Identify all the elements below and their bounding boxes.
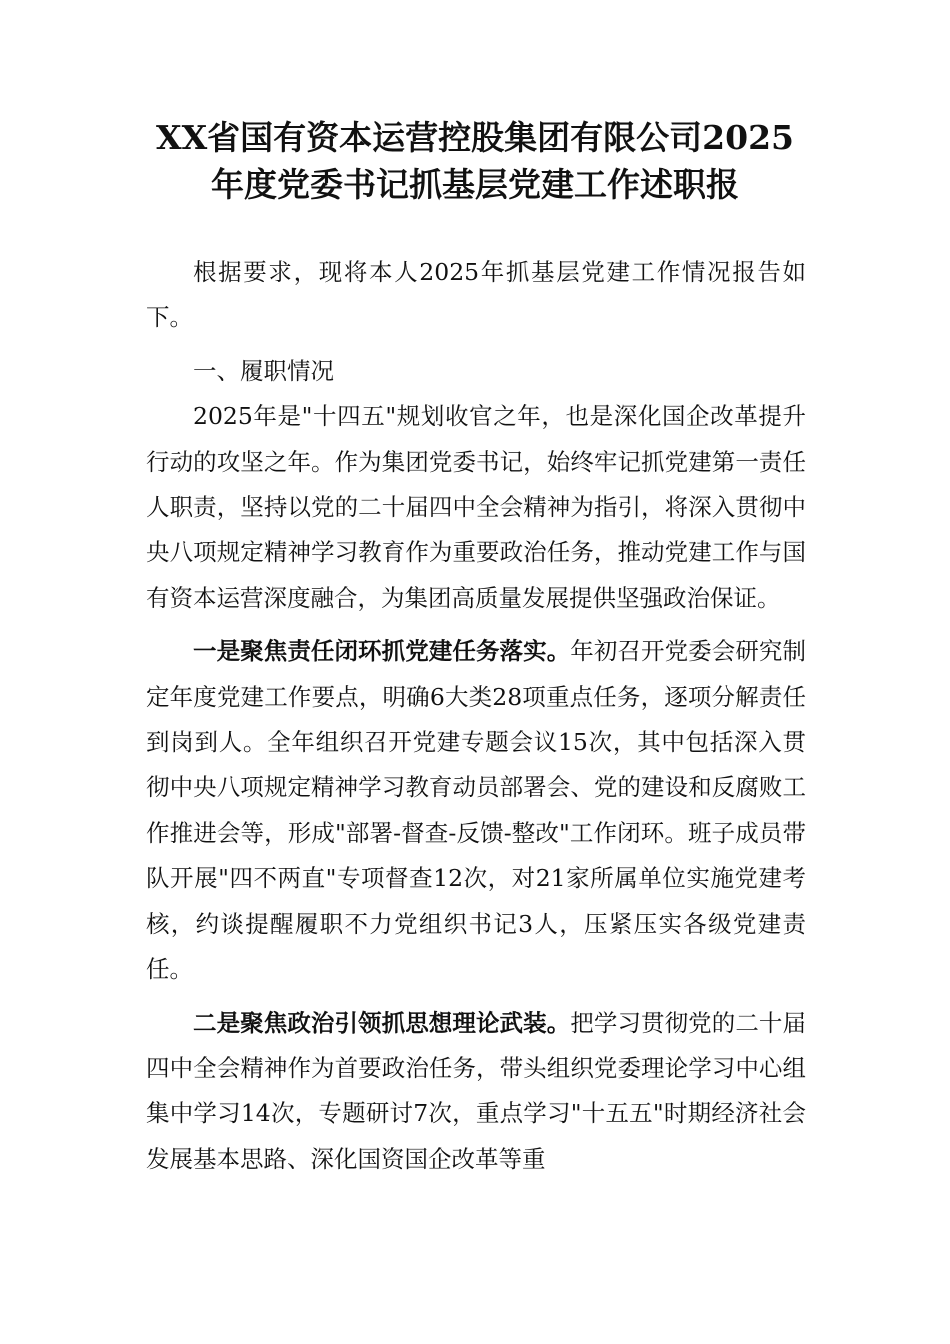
point-one-paragraph — [146, 629, 806, 992]
point-two-text: 把学习贯彻党的二十届四中全会精神作为首要政治任务，带头组织党委理论学习中心组集中学习14次，专题研讨7次，重点学习"十五五"时期经济社会发展基本思路、深化国资国企改革等重 — [146, 1008, 807, 1173]
intro-paragraph: 根据要求，现将本人2025年抓基层党建工作情况报告如下。 — [146, 258, 806, 332]
point-one-lead: 一是聚焦责任闭环抓党建任务落实。 — [193, 637, 571, 666]
point-one-text: 年初召开党委会研究制定年度党建工作要点，明确6大类28项重点任务，逐项分解责任到岗到人。全年组织召开党建专题会议15次，其中包括深入贯彻中央八项规定精神学习教育动员部署会、党的建设和反腐败工作推进会等，形成"部署-督查-反馈-整改"工作闭环。班子成员带队开展"四不两直"专项督查12次，对21家所属单位实施党建考核，约谈提醒履职不力党组织书记3人，压紧压实各级党建责任。 — [146, 637, 807, 984]
point-two-lead: 二是聚焦政治引领抓思想理论武装。 — [193, 1008, 571, 1037]
document-body — [146, 250, 806, 1182]
overview-paragraph: 2025年是"十四五"规划收官之年，也是深化国企改革提升行动的攻坚之年。作为集团党委书记，始终牢记抓党建第一责任人职责，坚持以党的二十届四中全会精神为指引，将深入贯彻中央八项规定精神学习教育作为重要政治任务，推动党建工作与国有资本运营深度融合，为集团高质量发展提供坚强政治保证。 — [146, 402, 806, 612]
point-two-paragraph — [146, 1001, 806, 1183]
document-title: XX省国有资本运营控股集团有限公司2025年度党委书记抓基层党建工作述职报 — [155, 118, 795, 204]
section-heading: 一、履职情况 — [193, 356, 334, 385]
